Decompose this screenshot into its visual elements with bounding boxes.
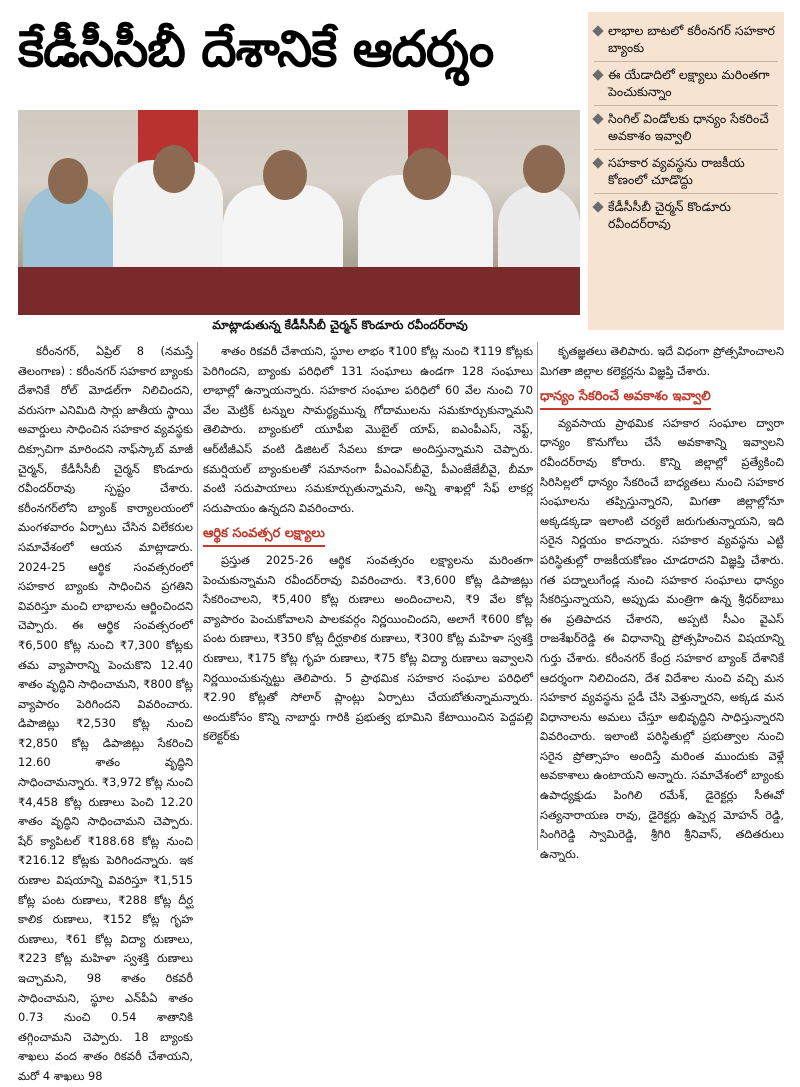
photo-head	[403, 148, 451, 200]
article-paragraph: కృతజ్ఞతలు తెలిపారు. ఇదే విధంగా ప్రోత్సహించాలని మిగతా జిల్లాల కలెక్టర్లను విజ్ఞప్తి చేశారు.	[540, 344, 784, 378]
photo-head	[263, 150, 307, 200]
article-column-2	[203, 342, 533, 852]
column-divider	[197, 342, 198, 850]
article-column-1	[18, 342, 194, 1083]
section-subhead: ఆర్థిక సంవత్సర లక్ష్యాలు	[203, 524, 325, 547]
photo-table	[18, 267, 580, 315]
column-divider	[537, 342, 538, 850]
highlight-text: సహకార వ్యవస్థను రాజకీయ కోణంలో చూడొద్దు	[608, 155, 745, 187]
section-subhead: ధాన్యం సేకరించే అవకాశం ఇవ్వాలి	[540, 387, 711, 410]
press-meet-photo	[18, 110, 580, 315]
headline: కేడీసీసీబీ దేశానికే ఆదర్శం	[18, 20, 494, 78]
highlight-text: సింగిల్ విండోలకు ధాన్యం సేకరించే అవకాశం ఇవ్వాలి	[608, 111, 769, 143]
highlight-item	[594, 194, 778, 237]
photo-head	[48, 158, 88, 204]
diamond-bullet-icon	[592, 69, 603, 80]
article-paragraph: వ్యవసాయ ప్రాథమిక సహకార సంఘాల ద్వారా ధాన్యం కొనుగోలు చేసే అవకాశాన్ని ఇవ్వాలని రవీందర్‌రావు కోరారు. కొన్ని జిల్లాల్లో ప్రత్యేకించి సిరిసిల్లలో ధాన్యం సేకరించే బాధ్యతలు నుంచి సహకార సంఘాలను తప్పిస్తున్నారని, మిగతా జిల్లాల్లోనూ అక్కడక్కడా ఇలాంటి చర్యలే జరుగుతున్నాయని, ఇది సరైన నిర్ణయం కాదన్నారు. సహకార వ్యవస్థను ఎట్టి పరిస్థితుల్లో రాజకీయకోణం చూడరాదని విజ్ఞప్తి చేశారు. గత పద్నాలుగేండ్ల నుంచి సహకార సంఘాలు ధాన్యం సేకరిస్తున్నాయని, అప్పుడు మంత్రిగా ఉన్న శ్రీధర్‌బాబు ఈ ప్రతిపాదన చేశారని, అప్పటి సీఎం వైఎస్ రాజశేఖర్‌రెడ్డి ఈ విధానాన్ని ప్రోత్సహించిన విషయాన్ని గుర్తు చేశారు. కరీంనగర్ కేంద్ర సహకార బ్యాంక్ దేశానికే ఆదర్శంగా నిలిచిందని, దేశ విదేశాల నుంచి వచ్చి మన సహకార వ్యవస్థను స్టడీ చేసి వెళ్తున్నారని, అక్కడ మన విధానాలను అమలు చేస్తూ అభివృద్ధిని సాధిస్తున్నారని వివరించారు. ఇలాంటి పరిస్థితుల్లో ప్రభుత్వాల నుంచి సరైన ప్రోత్సాహం అందిస్తే మరింత ముందుకు వెళ్లే అవకాశాలు ఉంటాయని అన్నారు. సమావేశంలో బ్యాంకు ఉపాధ్యక్షుడు పింగిలి రమేశ్, డైరెక్టర్లు సీఈవో సత్యనారాయణ రావు, డైరెక్టర్లు ఉప్పెర్ల మోహన్ రెడ్డి, సింగిరెడ్డి స్వామిరెడ్డి, శ్రీగిరి శ్రీనివాస్, తదితరులు ఉన్నారు.	[540, 415, 784, 861]
highlight-text: కేడీసీసీబీ చైర్మన్ కొండూరు రవీందర్‌రావు	[608, 199, 731, 231]
highlight-item	[594, 62, 778, 106]
highlight-item	[594, 106, 778, 150]
highlight-text: ఈ యేడాదిలో లక్ష్యాలు మరింతగా పెంచుకున్నాం	[608, 67, 770, 99]
diamond-bullet-icon	[592, 201, 603, 212]
photo-caption: మాట్లాడుతున్న కేడీసీసీబీ చైర్మన్ కొండూరు రవీందర్‌రావు	[212, 318, 468, 332]
article-paragraph: శాతం రికవరీ చేశాయని, స్థూల లాభం ₹100 కోట్ల నుంచి ₹119 కోట్లకు పెరిగిందని, బ్యాంకు పరిధిలో 131 సంఘాలు ఉండగా 128 సంఘాలు లాభాల్లో ఉన్నాయన్నారు. సహకార సంఘాల పరిధిలో 60 వేల నుంచి 70 వేల మెట్రిక్ టన్నుల సామర్థ్యమున్న గోదాములను సమకూర్చుకున్నామని తెలిపారు. బ్యాంకులో యూపీఐ మొబైల్ యాప్, ఐఎంపీఎస్, నెఫ్ట్, ఆర్‌టీజీఎస్ వంటి డిజిటల్ సేవలు కూడా అందిస్తున్నామని చెప్పారు. కమర్షియల్ బ్యాంకులతో సమానంగా పీఎంఎస్‌బీవై, పీఎంజేజేబీవై, బీమా వంటి సదుపాయాలు సమకూర్చుతున్నామని, అన్ని శాఖల్లో సేఫ్ లాకర్ల సదుపాయం ఉన్నదని వివరించారు.	[203, 344, 533, 515]
diamond-bullet-icon	[592, 157, 603, 168]
highlight-text: లాభాల బాటలో కరీంనగర్ సహకార బ్యాంకు	[608, 23, 775, 55]
diamond-bullet-icon	[592, 113, 603, 124]
article-paragraph: ప్రస్తుత 2025-26 ఆర్థిక సంవత్సరం లక్ష్యాలను మరింతగా పెంచుకున్నామని రవీందర్‌రావు వివరించారు. ₹3,600 కోట్ల డిపాజిట్లు సేకరించాలని, ₹5,400 కోట్ల రుణాలు అందించాలని, ₹9 వేల కోట్ల వ్యాపారం పెంచుకోవాలని పాలకవర్గం నిర్ణయించిందని, అలాగే ₹600 కోట్ల పంట రుణాలు, ₹350 కోట్ల దీర్ఘకాలిక రుణాలు, ₹300 కోట్ల మహిళా స్వశక్తి రుణాలు, ₹175 కోట్ల గృహ రుణాలు, ₹75 కోట్ల విద్యా రుణాలు ఇవ్వాలని నిర్ణయించుకున్నట్టు తెలిపారు. 5 ప్రాథమిక సహకార సంఘాల పరిధిలో ₹2.90 కోట్లతో సోలార్ ప్లాంట్లు ఏర్పాటు చేయబోతున్నామన్నారు. అందుకోసం కొన్ని నాబార్డు గారికి ప్రభుత్వ భూమిని కేటాయించిన పెద్దపల్లి కలెక్టర్‌కు	[203, 552, 533, 744]
article-column-3	[540, 342, 784, 861]
diamond-bullet-icon	[592, 25, 603, 36]
article-paragraph: కరీంనగర్, ఏప్రిల్ 8 (నమస్తే తెలంగాణ) : కరీంనగర్ సహకార బ్యాంకు దేశానికే రోల్ మోడల్‌గా నిలిచిందని, వరుసగా ఎనిమిది సార్లు జాతీయ స్థాయి అవార్డులు సాధించిన సహకార వ్యవస్థకు దిక్సూచిగా మారిందని నాఫ్‌స్కాబ్ మాజీ చైర్మన్, కేడీసీసీబీ చైర్మన్ కొండూరు రవీందర్‌రావు స్పష్టం చేశారు. కరీంనగర్‌లోని బ్యాంక్ కార్యాలయంలో మంగళవారం ఏర్పాటు చేసిన విలేకరుల సమావేశంలో ఆయన మాట్లాడారు. 2024-25 ఆర్థిక సంవత్సరంలో సహకార బ్యాంకు సాధించిన ప్రగతిని వివరిస్తూ మంచి లాభాలను ఆర్జించిందని చెప్పారు. ఈ ఆర్థిక సంవత్సరంలో ₹6,500 కోట్ల నుంచి ₹7,300 కోట్లకు తమ వ్యాపారాన్ని పెంచుకొని 12.40 శాతం వృద్ధిని సాధించామని, ₹800 కోట్ల వ్యాపారం పెరిగిందని వివరించారు. డిపాజిట్లు ₹2,530 కోట్ల నుంచి ₹2,850 కోట్ల డిపాజిట్లు సేకరించి 12.60 శాతం వృద్ధిని సాధించామన్నారు. ₹3,972 కోట్ల నుంచి ₹4,458 కోట్ల రుణాలు పెంచి 12.20 శాతం వృద్ధిని సాధించామని చెప్పారు. షేర్ క్యాపిటల్ ₹188.68 కోట్ల నుంచి ₹216.12 కోట్లకు పెరిగిందన్నారు. ఇక రుణాల విషయాన్ని వివరిస్తూ ₹1,515 కోట్ల పంట రుణాలు, ₹288 కోట్ల దీర్ఘ కాలిక రుణాలు, ₹152 కోట్ల గృహ రుణాలు, ₹61 కోట్ల విద్యా రుణాలు, ₹223 కోట్ల మహిళా స్వశక్తి రుణాలు ఇచ్చామని, 98 శాతం రికవరీ సాధించామని, స్థూల ఎన్‌పీఏ శాతం 0.73 నుంచి 0.54 శాతానికి తగ్గించామని చెప్పారు. 18 బ్యాంకు శాఖలు వంద శాతం రికవరీ చేశాయని, మరో 4 శాఖలు 98	[18, 344, 194, 1083]
highlights-box	[588, 12, 784, 330]
highlight-item	[594, 18, 778, 62]
photo-head	[153, 145, 195, 193]
highlight-item	[594, 150, 778, 194]
photo-head	[523, 145, 565, 193]
